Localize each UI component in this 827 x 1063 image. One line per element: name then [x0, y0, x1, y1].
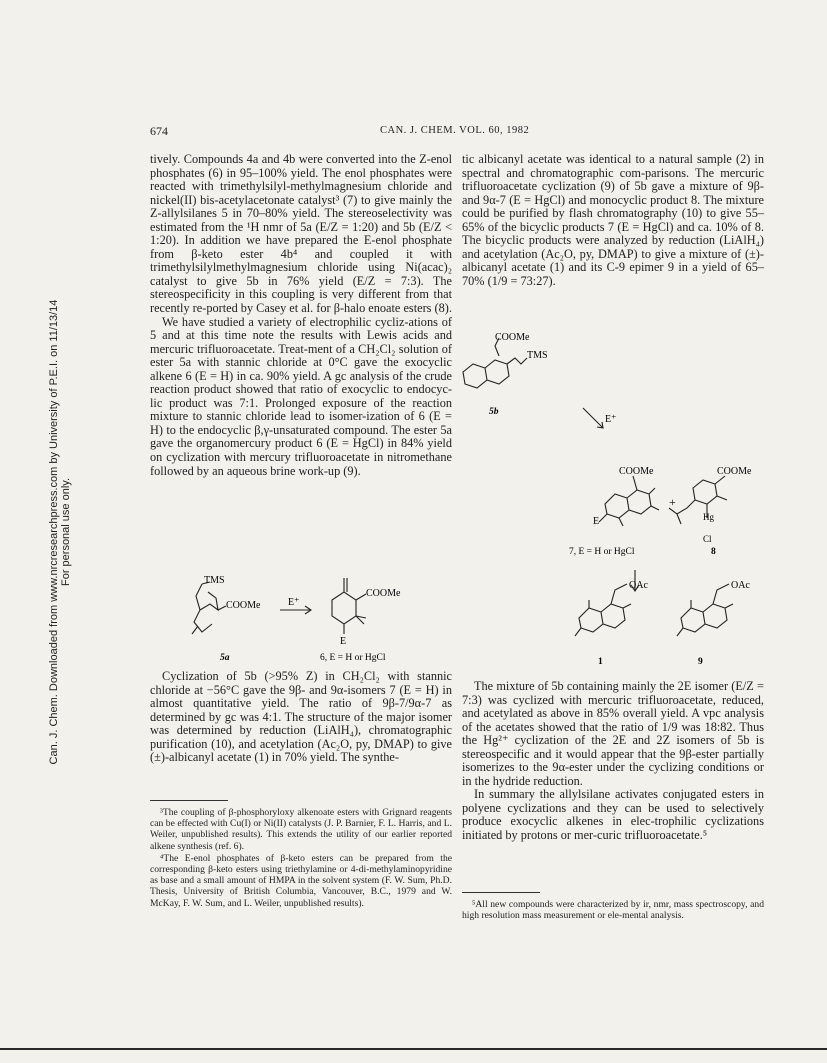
oac-label-9: OAc — [731, 580, 750, 591]
compound-label-6: 6, E = H or HgCl — [320, 653, 386, 663]
footnote-rule — [462, 892, 540, 893]
hg-label: Hg — [703, 512, 714, 522]
right-column — [462, 153, 764, 288]
paragraph: Cyclization of 5b (>95% Z) in CH₂Cl₂ with stannic chloride at −56°C gave the 9β- and 9α-isomers 7 (E = H) in almost quantitative yield. The ratio of 9β-7/9α-7 as determined by gc was 4:1. The structure of the major isomer was determined by reduction (LiAlH₄), chromatographic purification (10), and acetylation (Ac₂O, py, DMAP) to give (±)-albicanyl acetate (1) in 70% yield. The synthe- — [150, 669, 452, 765]
page-bottom-edge — [0, 1048, 827, 1050]
paragraph: In summary the allylsilane activates conjugated esters in polyene cyclizations and they can be used to selectively produce exocyclic alkenes in elec-trophilic cyclizations initiated by protons or mer-curic trifluoroacetate.⁵ — [462, 787, 764, 843]
cl-label: Cl — [703, 534, 712, 544]
arrow-label: E⁺ — [288, 597, 300, 608]
coome-label: COOMe — [226, 600, 261, 611]
paragraph: The mixture of 5b containing mainly the 2E isomer (E/Z = 7:3) was cyclized with mercuric trifluoroacetate, reduced, and acetylated as above in 85% overall yield. A vpc analysis of the acetates showed that the ratio of 1/9 was 18:82. Thus the Hg²⁺ cyclization of the 2E and 2Z isomers of 5b is stereospecific and it would appear that the 9β-ester partially isomerizes to the 9α-ester under the cyclizing conditions or in the hydride reduction. — [462, 679, 764, 788]
arrow-label-e: E⁺ — [605, 414, 617, 425]
footnote-3: ³The coupling of β-phosphoryloxy alkenoate esters with Grignard reagents can be effected with Cu(I) or Ni(II) catalysts (J. P. Barnier, F. L. Harris, and L. Weiler, unpublished results). This extends the utility of our earlier reported alkene synthesis (ref. 6). — [150, 807, 452, 852]
scheme-5b-cyclization — [455, 328, 775, 673]
scheme-5a-to-6 — [180, 572, 430, 664]
download-stamp-line1: Can. J. Chem. Downloaded from www.nrcresearchpress.com by University of P.E.I. on 11/13/14 — [48, 299, 60, 765]
download-stamp — [48, 272, 72, 792]
product-coome-label: COOMe — [366, 588, 401, 599]
coome-label-5b: COOMe — [495, 332, 530, 343]
download-stamp-line2: For personal use only. — [60, 477, 72, 587]
compound-label-5a: 5a — [220, 653, 230, 663]
left-column — [150, 153, 452, 478]
e-label-7: E — [593, 516, 600, 527]
compound-label-8: 8 — [711, 547, 716, 557]
product-e-label: E — [340, 636, 347, 647]
page-number: 674 — [150, 124, 168, 138]
compound-label-9: 9 — [698, 657, 703, 667]
paragraph: tic albicanyl acetate was identical to a natural sample (2) in spectral and chromatographic com-parisons. The mercuric trifluoroacetate cyclization (9) of 5b gave a mixture of 9β- and 9α-7 (E = HgCl) and monocyclic product 8. The mixture could be purified by flash chromatography (10) to give 55–65% of the bicyclic products 7 (E = HgCl) and ca. 10% of 8. The bicyclic products were analyzed by reduction (LiAlH₄) and acetylation (Ac₂O, py, DMAP) to give a mixture of (±)-albicanyl acetate (1) and its C-9 epimer 9 in a yield of 65–70% (1/9 = 73:27). — [462, 152, 764, 288]
footnote-5: ⁵All new compounds were characterized by ir, nmr, mass spectroscopy, and high resolution mass measurement or ele-mental analysis. — [462, 899, 764, 922]
footnotes-right — [462, 892, 764, 922]
tms-label-5b: TMS — [527, 350, 548, 361]
footnote-4: ⁴The E-enol phosphates of β-keto esters can be prepared from the corresponding β-keto esters using triethylamine or 4-di-methylaminopyridine as base and a small amount of HMPA in the solvent system (F. W. Sum, Ph.D. Thesis, University of British Columbia, Vancouver, B.C., 1979 and W. McKay, F. W. Sum, and L. Weiler, unpublished results). — [150, 852, 452, 909]
oac-label-1: OAc — [629, 580, 648, 591]
compound-label-5b: 5b — [489, 407, 499, 417]
compound-label-7: 7, E = H or HgCl — [569, 547, 635, 557]
paragraph: tively. Compounds 4a and 4b were converted into the Z-enol phosphates (6) in 95–100% yield. The enol phosphates were reacted with trimethylsilyl-methylmagnesium chloride and nickel(II) bis-acetylacetonate catalyst³ (7) to give mainly the Z-allylsilanes 5 in 70–80% yield. The stereoselectivity was estimated from the ¹H nmr of 5a (E/Z = 1:20) and 5b (E/Z < 1:20). In addition we have prepared the E-enol phosphate from β-keto ester 4b⁴ and coupled it with trimethylsilylmethylmagnesium chloride using Ni(acac)₂ catalyst to give 5b in 76% yield (E/Z = 7:3). The stereospecificity in this coupling is very different from that recently re-ported by Casey et al. for β-halo enoate esters (8). — [150, 152, 452, 316]
plus-sign: + — [669, 495, 676, 509]
paragraph: We have studied a variety of electrophilic cycliz-ations of 5 and at this time note the results with Lewis acids and mercuric trifluoroacetate. Treat-ment of a CH₂Cl₂ solution of ester 5a with stannic chloride at 0°C gave the exocyclic alkene 6 (E = H) in ca. 90% yield. A gc analysis of the crude reaction product showed that ratio of exocyclic to endocyc-lic product was 7:1. Prolonged exposure of the reaction mixture to stannic chloride lead to isomer-ization of 6 (E = H) to the endocyclic β,γ-unsaturated compound. The ester 5a gave the organomercury product 6 (E = HgCl) in 84% yield on cyclization with mercury trifluoroacetate in nitromethane followed by an aqueous brine work-up (9). — [150, 314, 452, 478]
footnotes-left — [150, 800, 452, 910]
running-header: CAN. J. CHEM. VOL. 60, 1982 — [380, 125, 530, 136]
left-column-continued — [150, 670, 452, 765]
tms-label: TMS — [204, 575, 225, 586]
coome-label-7: COOMe — [619, 466, 654, 477]
footnote-rule — [150, 800, 228, 801]
coome-label-8: COOMe — [717, 466, 752, 477]
right-column-continued — [462, 680, 764, 843]
compound-label-1: 1 — [598, 657, 603, 667]
